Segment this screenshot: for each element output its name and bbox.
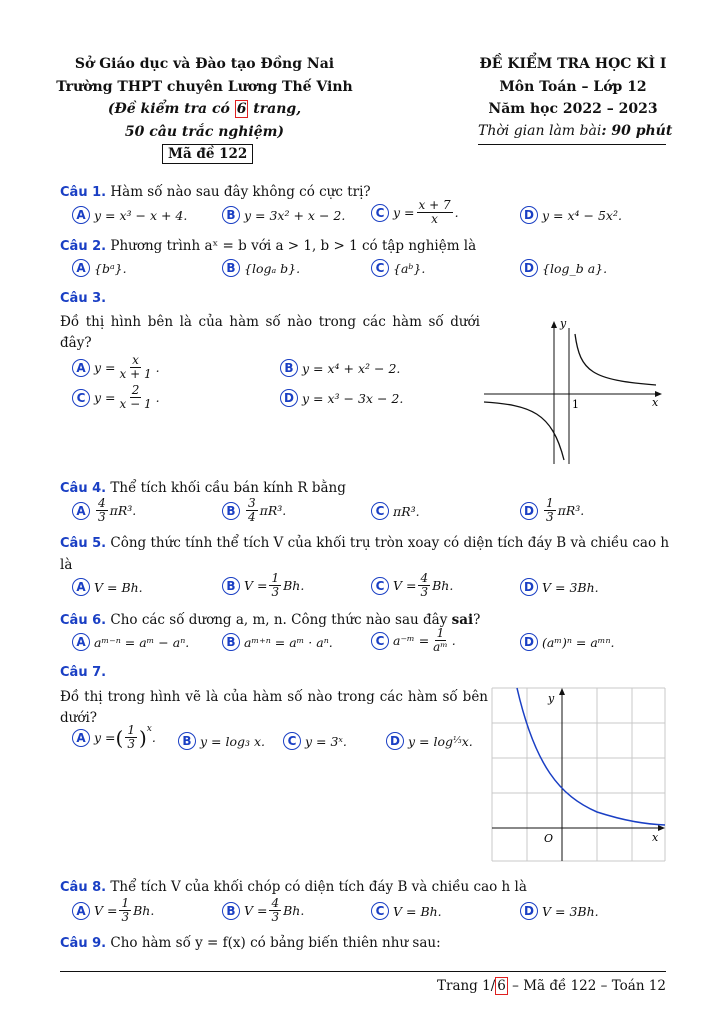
q8-b-den: 3 [271,910,280,924]
option-letter-b: B [222,633,240,651]
option-letter-c: C [371,204,389,222]
q5-b-post: Bh. [283,578,305,593]
exam-year: Năm học 2022 – 2023 [488,101,658,117]
q2-option-a[interactable] [72,259,127,277]
question-6-post: ? [473,612,481,628]
question-2-text: Phương trình aˣ = b với a > 1, b > 1 có tập nghiệm là [110,238,477,254]
question-5-text2: là [60,557,73,573]
q7-a-exp: x [146,724,152,734]
q5-c-fraction [418,572,430,599]
option-letter-c: C [72,389,90,407]
q3-one-label: 1 [572,398,579,411]
option-letter-d: D [280,389,298,407]
q6-option-c[interactable]: C a⁻ᵐ = $\frac{1}{\text{aᵐ}}$ . [371,627,456,654]
q5-b-den: 3 [271,585,280,599]
question-3-label-line [60,290,106,306]
q5-option-b[interactable] [222,572,304,599]
option-letter-d: D [520,633,538,651]
q7-a-pre: y = [94,730,116,745]
question-3-label: Câu 3. [60,291,107,306]
question-1 [60,184,371,200]
question-1-label: Câu 1. [60,185,107,200]
exam-time [478,123,673,139]
q1-c-pre: y = [393,205,415,220]
q6-c-pre: a⁻ᵐ = [393,633,430,648]
q5-option-a[interactable] [72,578,143,596]
q7-grid [492,688,665,861]
q4-b-fraction [246,497,258,524]
q3-a-den: x + 1 [119,367,152,381]
q2-option-c[interactable] [371,259,425,277]
q7-option-a[interactable]: A y = ( $\frac{1}{3}$ ) $^x$ . [72,724,156,751]
option-letter-a: A [72,633,90,651]
option-letter-a: A [72,502,90,520]
option-letter-b: B [178,732,196,750]
option-letter-b: B [222,902,240,920]
q3-a-num: x [132,353,139,367]
q5-c-den: 3 [420,585,429,599]
q8-a-fraction [119,897,131,924]
exam-subject: Môn Toán – Lớp 12 [499,79,647,95]
option-letter-d: D [520,502,538,520]
q2-option-b[interactable] [222,259,300,277]
q7-b-text: y = log₃ x. [200,733,266,749]
question-6-text: Cho các số dương a, m, n. Công thức nào sau đây [110,612,452,628]
option-letter-d: D [520,578,538,596]
q7-option-c[interactable] [283,732,347,750]
q4-b-num: 3 [248,496,256,510]
q1-option-a[interactable] [72,206,187,224]
q6-option-a[interactable] [72,633,189,651]
q4-d-fraction [544,497,556,524]
q8-a-post: Bh. [133,903,155,918]
footer-pre: Trang 1/ [436,978,496,994]
footer-rule [60,971,666,972]
question-8 [60,879,527,895]
q5-b-fraction [269,572,281,599]
q3-a-fraction [118,354,154,381]
q4-a-fraction [96,497,108,524]
exam-title: ĐỀ KIỂM TRA HỌC KÌ I [479,56,667,72]
q5-b-pre: V = [244,578,268,593]
q7-a-fraction [125,724,137,751]
question-1-text: Hàm số nào sau đây không có cực trị? [110,184,371,200]
option-letter-b: B [280,359,298,377]
q3-a-pre: y = [94,360,116,375]
q4-option-a[interactable] [72,497,136,524]
q3-graph [480,312,670,467]
question-6 [60,612,480,628]
q7-option-d[interactable] [386,732,473,750]
q4-option-d[interactable] [520,497,584,524]
header-left-line1: Sở Giáo dục và Đào tạo Đồng Nai [74,56,335,72]
option-letter-a: A [72,729,90,747]
q5-b-num: 1 [271,571,280,585]
option-letter-a: A [72,578,90,596]
option-letter-a: A [72,206,90,224]
question-9 [60,935,441,951]
option-letter-b: B [222,502,240,520]
page-footer [400,978,666,994]
q4-option-b[interactable] [222,497,286,524]
q2-d-text: {log_b a}. [542,260,608,276]
question-4-label: Câu 4. [60,481,107,496]
q4-b-den: 4 [248,510,256,524]
question-9-label: Câu 9. [60,936,107,951]
question-8-text: Thể tích V của khối chóp có diện tích đáy B và chiều cao h là [110,879,527,895]
q3-c-num: 2 [131,383,140,397]
q7-option-b[interactable] [178,732,265,750]
question-5-text: Công thức tính thể tích V của khối trụ tròn xoay có diện tích đáy B và chiều cao h [110,535,670,551]
q6-option-b[interactable] [222,633,333,651]
option-letter-c: C [283,732,301,750]
q3-option-b[interactable] [280,359,400,377]
option-letter-b: B [222,259,240,277]
exam-code-box [162,146,253,162]
q3-y-arrow [551,321,557,328]
q6-d-text: (aᵐ)ⁿ = aᵐⁿ. [542,634,615,650]
q6-c-den: aᵐ [433,640,448,654]
option-letter-c: C [371,902,389,920]
q1-d-text: y = x⁴ − 5x². [542,207,622,223]
q4-a-post: πR³. [109,503,137,518]
header-left-line2: Trường THPT chuyên Lương Thế Vinh [56,79,353,95]
q3-c-pre: y = [94,390,116,405]
q3-y-label: y [560,317,567,330]
q1-option-d[interactable] [520,206,622,224]
option-letter-d: D [520,206,538,224]
q3-x-label: x [652,396,659,409]
q8-a-den: 3 [121,910,130,924]
q3-option-a[interactable]: A y = $\frac{x}{x + 1}$ . [72,354,160,381]
q4-c-text: πR³. [393,503,420,519]
q5-a-text: V = Bh. [94,579,143,595]
option-letter-d: D [520,259,538,277]
q1-c-den: x [431,212,438,226]
header-left-line3 [52,101,357,117]
q7-d-pre: y = log [408,733,454,749]
q6-a-text: aᵐ⁻ⁿ = aᵐ − aⁿ. [94,634,190,650]
q8-option-a[interactable] [72,897,154,924]
q6-b-text: aᵐ⁺ⁿ = aᵐ · aⁿ. [244,634,333,650]
q1-a-text: y = x³ − x + 4. [94,207,188,223]
q5-c-pre: V = [393,578,417,593]
question-5 [60,535,669,551]
q8-a-num: 1 [121,896,130,910]
q8-b-pre: V = [244,903,268,918]
q8-b-post: Bh. [283,903,305,918]
q7-a-den: 3 [127,737,135,751]
q7-x-label: x [652,831,659,844]
q1-c-num: x + 7 [418,198,451,212]
q4-a-num: 4 [98,496,106,510]
question-7-text: Đồ thị trong hình vẽ là của hàm số nào trong các hàm số bên dưới? [60,689,488,726]
option-letter-a: A [72,259,90,277]
time-value: : 90 phút [601,123,673,139]
q3-option-d[interactable] [280,389,403,407]
q4-d-den: 3 [546,510,554,524]
q7-y-arrow [559,688,565,695]
option-letter-b: B [222,577,240,595]
q8-b-fraction [269,897,281,924]
q1-option-b[interactable] [222,206,345,224]
option-letter-c: C [371,632,389,650]
page-count-highlight: 6 [236,101,247,117]
question-2-label: Câu 2. [60,239,107,254]
option-letter-c: C [371,577,389,595]
q7-y-label: y [548,692,555,705]
q7-a-num: 1 [127,723,135,737]
question-6-label: Câu 6. [60,613,107,628]
question-8-label: Câu 8. [60,880,107,895]
q8-option-b[interactable] [222,897,304,924]
exam-code: Mã đề 122 [162,144,253,164]
question-4-text: Thể tích khối cầu bán kính R bằng [110,480,346,496]
q2-option-d[interactable] [520,259,607,277]
q6-c-fraction [431,627,450,654]
footer-page-count: 6 [497,978,506,994]
q2-c-text: {aᵇ}. [393,260,426,276]
q6-c-num: 1 [436,626,445,640]
q4-a-den: 3 [98,510,106,524]
q7-d-sub: ⅓ [453,736,462,746]
q7-c-text: y = 3ˣ. [305,733,347,749]
q5-d-text: V = 3Bh. [542,579,599,595]
question-4 [60,480,346,496]
q8-b-num: 4 [271,896,280,910]
question-6-bold: sai [451,612,474,628]
q5-option-d[interactable] [520,578,599,596]
q1-b-text: y = 3x² + x − 2. [244,207,346,223]
q8-d-text: V = 3Bh. [542,903,599,919]
option-letter-d: D [386,732,404,750]
question-3-text: Đồ thị hình bên là của hàm số nào trong các hàm số dưới đây? [60,314,480,351]
q7-origin-label: O [544,832,554,845]
q3-option-c[interactable]: C y = $\frac{2}{x - 1}$ . [72,384,160,411]
line3-pre: (Đề kiểm tra có [107,101,235,117]
question-7-label-line [60,664,106,680]
option-letter-a: A [72,902,90,920]
q1-c-fraction [417,199,453,226]
q5-c-num: 4 [420,571,429,585]
q8-option-d[interactable] [520,902,599,920]
option-letter-c: C [371,502,389,520]
q8-option-c[interactable] [371,902,442,920]
question-7-label: Câu 7. [60,665,107,680]
footer-post: – Mã đề 122 – Toán 12 [507,978,666,994]
option-letter-a: A [72,359,90,377]
q7-curve [517,688,665,825]
q3-curve-right [575,334,656,385]
q4-b-post: πR³. [259,503,287,518]
header-rule [478,144,666,145]
q8-a-pre: V = [94,903,118,918]
q6-option-d[interactable] [520,633,615,651]
q2-a-text: {bᵃ}. [94,260,127,276]
q3-d-text: y = x³ − 3x − 2. [302,390,404,406]
q4-option-c[interactable] [371,502,420,520]
option-letter-b: B [222,206,240,224]
q7-d-post: x. [461,733,473,749]
q4-d-num: 1 [546,496,554,510]
q3-c-den: x − 1 [119,397,152,411]
header-left-line4: 50 câu trắc nghiệm) [124,124,285,140]
q1-option-c[interactable]: C y = $\frac{x + 7}{x}$ . [371,199,459,226]
q7-x-arrow [658,825,665,831]
question-2 [60,238,476,254]
question-5-label: Câu 5. [60,536,107,551]
q7-graph [490,686,668,864]
q4-d-post: πR³. [557,503,585,518]
q3-c-fraction [118,384,154,411]
option-letter-c: C [371,259,389,277]
line3-post: trang, [248,101,302,117]
time-label: Thời gian làm bài [478,123,602,139]
q2-b-text: {logₐ b}. [244,260,301,276]
q3-b-text: y = x⁴ + x² − 2. [302,360,401,376]
q3-curve-left [484,402,564,460]
q8-c-text: V = Bh. [393,903,442,919]
q5-c-post: Bh. [432,578,454,593]
q5-option-c[interactable] [371,572,453,599]
option-letter-d: D [520,902,538,920]
question-9-text: Cho hàm số y = f(x) có bảng biến thiên như sau: [110,935,441,951]
